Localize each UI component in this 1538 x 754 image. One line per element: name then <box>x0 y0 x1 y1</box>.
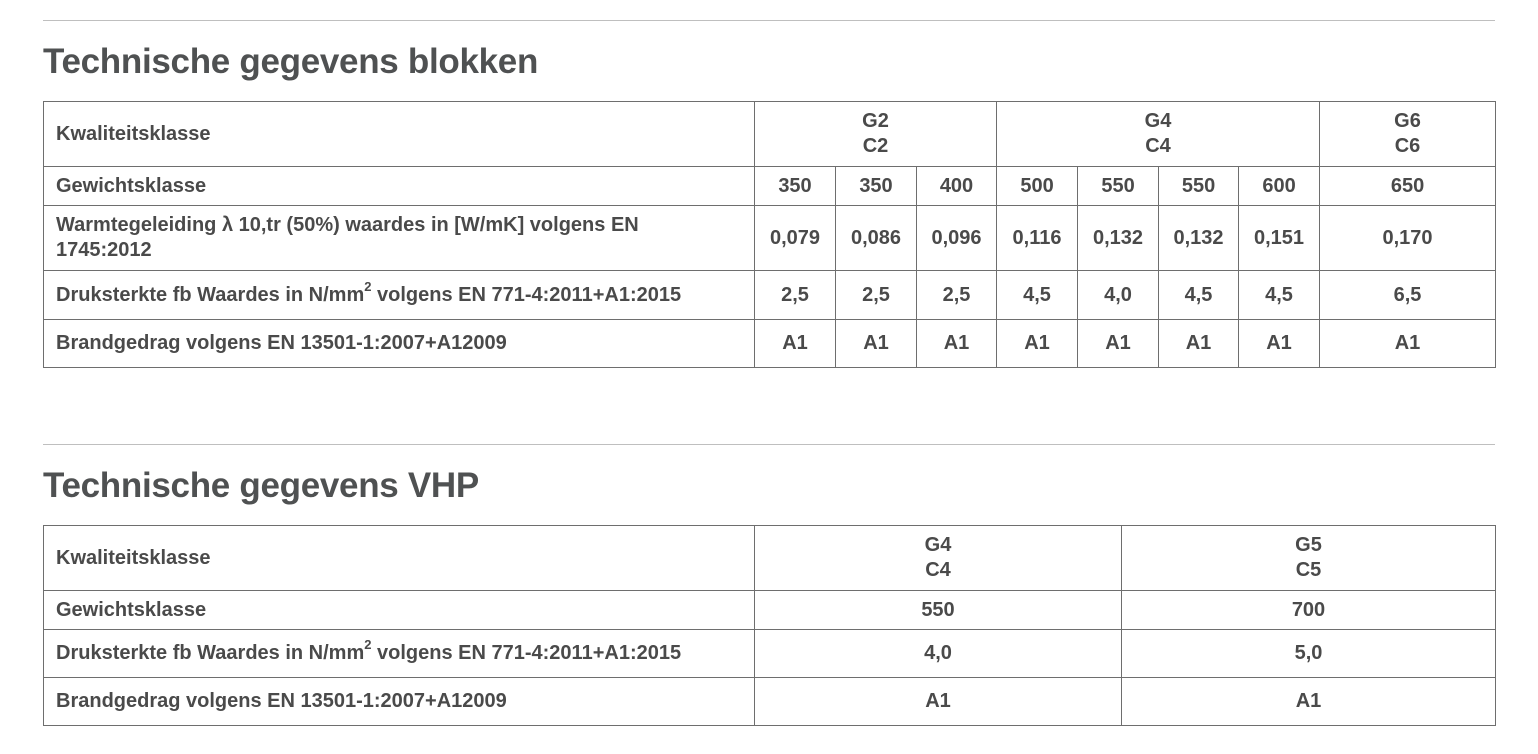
label-text: volgens EN 771-4:2011+A1:2015 <box>371 642 682 664</box>
value-cell: 2,5 <box>836 271 917 320</box>
class-g: G5 <box>1295 534 1322 556</box>
class-c: C6 <box>1394 135 1421 157</box>
table-row-gewichtsklasse <box>44 591 1496 630</box>
class-g: G2 <box>862 110 889 132</box>
value-cell: 550 <box>1159 167 1239 206</box>
value-cell: 0,079 <box>755 206 836 271</box>
row-label: Brandgedrag volgens EN 13501-1:2007+A12009 <box>44 320 755 368</box>
table-row-druksterkte <box>44 630 1496 678</box>
value-cell: A1 <box>755 678 1122 726</box>
superscript: 2 <box>364 637 372 653</box>
superscript: 2 <box>364 278 372 294</box>
class-c: C5 <box>1295 559 1322 581</box>
table-vhp <box>43 525 1496 726</box>
value-cell: 2,5 <box>917 271 997 320</box>
table-row-kwaliteitsklasse <box>44 526 1496 591</box>
value-cell: 0,170 <box>1320 206 1496 271</box>
row-label: Gewichtsklasse <box>44 591 755 630</box>
row-label: Brandgedrag volgens EN 13501-1:2007+A12009 <box>44 678 755 726</box>
value-cell: 700 <box>1122 591 1496 630</box>
value-cell: 4,0 <box>755 630 1122 678</box>
value-cell: 0,116 <box>997 206 1078 271</box>
class-g: G6 <box>1394 110 1421 132</box>
value-cell: 400 <box>917 167 997 206</box>
value-cell: 0,086 <box>836 206 917 271</box>
row-label <box>44 271 755 320</box>
value-cell: A1 <box>1159 320 1239 368</box>
value-cell: 550 <box>1078 167 1159 206</box>
table-blokken <box>43 101 1496 368</box>
value-cell: A1 <box>1078 320 1159 368</box>
label-text: volgens EN 771-4:2011+A1:2015 <box>371 283 682 306</box>
class-c: C4 <box>1145 135 1171 157</box>
value-cell: 5,0 <box>1122 630 1496 678</box>
value-cell: A1 <box>917 320 997 368</box>
class-g: G4 <box>924 534 952 556</box>
class-header-cell <box>755 102 997 167</box>
class-header-cell <box>755 526 1122 591</box>
divider <box>43 444 1495 445</box>
row-label: Kwaliteitsklasse <box>44 102 755 167</box>
row-label <box>44 630 755 678</box>
divider <box>43 20 1495 21</box>
value-cell: 600 <box>1239 167 1320 206</box>
class-c: C2 <box>862 135 889 157</box>
value-cell: 0,132 <box>1159 206 1239 271</box>
value-cell: A1 <box>1320 320 1496 368</box>
value-cell: 550 <box>755 591 1122 630</box>
value-cell: 0,096 <box>917 206 997 271</box>
value-cell: A1 <box>1122 678 1496 726</box>
class-header-cell <box>1122 526 1496 591</box>
table-row-brandgedrag <box>44 678 1496 726</box>
label-text: Druksterkte fb Waardes in N/mm <box>56 642 365 664</box>
section-title-vhp: Technische gegevens VHP <box>43 466 479 505</box>
value-cell: A1 <box>997 320 1078 368</box>
table-row-kwaliteitsklasse <box>44 102 1496 167</box>
value-cell: A1 <box>836 320 917 368</box>
value-cell: A1 <box>1239 320 1320 368</box>
table-row-druksterkte <box>44 271 1496 320</box>
table-row-gewichtsklasse <box>44 167 1496 206</box>
value-cell: 0,132 <box>1078 206 1159 271</box>
value-cell: 6,5 <box>1320 271 1496 320</box>
value-cell: 2,5 <box>755 271 836 320</box>
value-cell: 4,5 <box>1239 271 1320 320</box>
value-cell: 4,5 <box>997 271 1078 320</box>
table-row-warmtegeleiding <box>44 206 1496 271</box>
row-label: Warmtegeleiding λ 10,tr (50%) waardes in [W/mK] volgens EN 1745:2012 <box>44 206 755 271</box>
class-header-cell <box>1320 102 1496 167</box>
label-text: Druksterkte fb Waardes in N/mm <box>56 283 365 306</box>
value-cell: 350 <box>755 167 836 206</box>
value-cell: 4,5 <box>1159 271 1239 320</box>
value-cell: 4,0 <box>1078 271 1159 320</box>
class-header-cell <box>997 102 1320 167</box>
class-c: C4 <box>925 559 951 581</box>
value-cell: 650 <box>1320 167 1496 206</box>
value-cell: 350 <box>836 167 917 206</box>
section-title-blokken: Technische gegevens blokken <box>43 42 539 81</box>
value-cell: 0,151 <box>1239 206 1320 271</box>
row-label: Kwaliteitsklasse <box>44 526 755 591</box>
table-row-brandgedrag <box>44 320 1496 368</box>
row-label: Gewichtsklasse <box>44 167 755 206</box>
value-cell: 500 <box>997 167 1078 206</box>
value-cell: A1 <box>755 320 836 368</box>
class-g: G4 <box>1144 110 1172 132</box>
